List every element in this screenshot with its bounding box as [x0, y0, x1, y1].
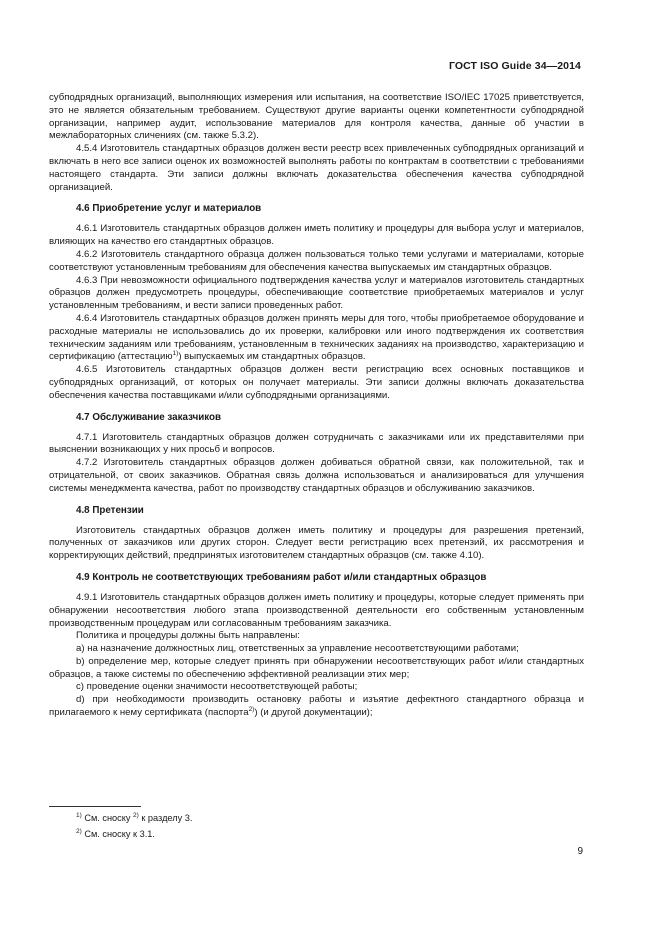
- list-item-b: b) определение мер, которые следует принять при обнаружении несоответствующих работ и/или стандартных образцов, а также системы по обеспечению эффективной реализации этих мер;: [49, 655, 584, 680]
- paragraph-4-5-4: 4.5.4 Изготовитель стандартных образцов должен вести реестр всех привлеченных субподрядных организаций и включать в него все записи оценок их возможностей выполнять работы по контрактам в соответствии с требованиями настоящего стандарта. Эти записи должны включать доказательства обеспечения качества субподрядной организацией.: [49, 143, 584, 193]
- paragraph-4-6-2: 4.6.2 Изготовитель стандартного образца должен пользоваться только теми услугами и материалами, которые соответствуют установленным требованиям для обеспечения качества выпускаемых им стандартных образцов.: [49, 248, 584, 273]
- footnote-separator: [49, 806, 141, 807]
- footnote-mark: 1): [76, 812, 82, 819]
- footnote-text: к разделу 3.: [138, 813, 193, 823]
- paragraph-continued: субподрядных организаций, выполняющих измерения или испытания, на соответствие ISO/IEC 17025 приветствуется, это не является обязательным требованием. Существуют другие варианты оценки компетентности субподрядной организации, например аудит, использование материалов для контроля качества, данные об участии в межлабораторных сличениях (см. также 5.3.2).: [49, 92, 584, 142]
- footnote-ref: 2): [248, 706, 255, 714]
- text-run: ) выпускаемых им стандартных образцов.: [178, 351, 366, 363]
- paragraph-4-6-4: [49, 313, 584, 364]
- section-heading-4-8: 4.8 Претензии: [76, 504, 144, 516]
- paragraph-policy-intro: Политика и процедуры должны быть направлены:: [76, 630, 300, 642]
- footnote-1: [76, 813, 192, 823]
- paragraph-4-6-3: 4.6.3 При невозможности официального подтверждения качества услуг и материалов изготовитель стандартных образцов должен предусмотреть процедуры, обеспечивающие соответствие приобретаемых материалов и услуг установленным требованиям, и вести записи проведенных работ.: [49, 274, 584, 312]
- list-item-d: [49, 694, 584, 720]
- document-header: ГОСТ ISO Guide 34—2014: [448, 60, 581, 72]
- paragraph-4-9-1: 4.9.1 Изготовитель стандартных образцов должен иметь политику и процедуры, которые следует применять при обнаружении несоответствия любого этапа производственной деятельности его собственным установленным производственным процедурам или согласованным требованиям заказчика.: [49, 591, 584, 629]
- paragraph-4-7-1: 4.7.1 Изготовитель стандартных образцов должен сотрудничать с заказчиками или их представителями при выяснении возникающих у них просьб и вопросов.: [49, 431, 584, 456]
- text-run: d) при необходимости производить остановку работы и изъятие дефектного стандартного образца и прилагаемого к нему сертификата (паспорта: [49, 694, 584, 719]
- text-run: 4.6.4 Изготовитель стандартных образцов должен принять меры для того, чтобы приобретаемое оборудование и расходные материалы не использовались до их проверки, калибровки или иного подтверждения их соответствия техническим заданиям или требованиям, установленным в технических заданиях на производство, характеризацию и сертификацию (аттестацию: [49, 312, 584, 363]
- text-run: ) (и другой документации);: [254, 707, 373, 719]
- footnote-ref: 1): [172, 350, 179, 358]
- list-item-c: c) проведение оценки значимости несоответствующей работы;: [76, 681, 358, 693]
- page-number: 9: [577, 846, 583, 857]
- footnote-2: [76, 829, 155, 839]
- footnote-ref: 2): [133, 812, 139, 819]
- paragraph-4-7-2: 4.7.2 Изготовитель стандартных образцов должен добиваться обратной связи, как положительной, так и отрицательной, от своих заказчиков. Обратная связь должна использоваться и анализироваться для улучшения системы менеджмента качества, работ по производству стандартных образцов и обслуживанию заказчиков.: [49, 457, 584, 494]
- paragraph-4-6-5: 4.6.5 Изготовитель стандартных образцов должен вести регистрацию всех основных поставщиков и субподрядных организаций, от которых он получает материалы. Эти записи должны включать доказательства обеспечения качества поставщиками и/или субподрядными организациями.: [49, 364, 584, 401]
- footnote-mark: 2): [76, 828, 82, 835]
- section-heading-4-6: 4.6 Приобретение услуг и материалов: [76, 203, 262, 215]
- section-heading-4-9: 4.9 Контроль не соответствующих требованиям работ и/или стандартных образцов: [76, 571, 487, 583]
- footnote-text: См. сноску к 3.1.: [81, 829, 155, 839]
- list-item-a: a) на назначение должностных лиц, ответственных за управление несоответствующими работами;: [76, 643, 519, 655]
- footnote-text: См. сноску: [81, 813, 134, 823]
- paragraph-4-6-1: 4.6.1 Изготовитель стандартных образцов должен иметь политику и процедуры для выбора услуг и материалов, влияющих на качество его стандартных образцов.: [49, 223, 584, 248]
- page-body: [49, 92, 584, 720]
- section-heading-4-7: 4.7 Обслуживание заказчиков: [76, 411, 222, 423]
- paragraph-4-8: Изготовитель стандартных образцов должен иметь политику и процедуры для разрешения претензий, полученных от заказчиков или других сторон. Следует вести регистрацию всех претензий, их рассмотрения и корректирующих действий, предпринятых изготовителем стандартных образцов (см. также 4.10).: [49, 524, 584, 562]
